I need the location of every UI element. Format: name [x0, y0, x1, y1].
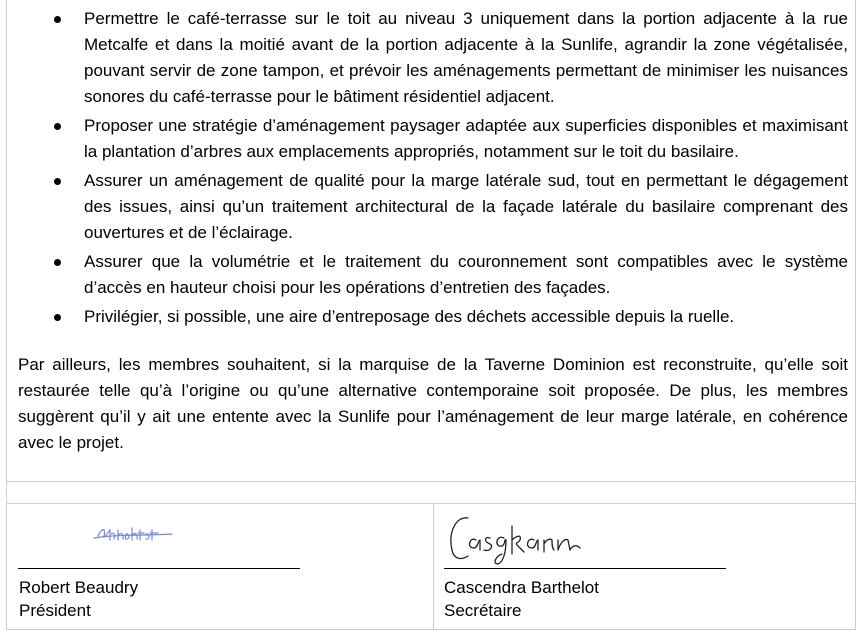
- list-item: [18, 249, 848, 301]
- signatory-title: Président: [19, 601, 91, 620]
- bullet-icon: [54, 259, 61, 266]
- bullet-icon: [54, 314, 61, 321]
- list-item-text: Permettre le café-terrasse sur le toit au niveau 3 uniquement dans la portion adjacente à la rue Metcalfe et dans la moitié avant de la portion adjacente à la Sunlife, agrandir la zone végétalisée, pouvant servir de zone tampon, et prévoir les aménagements permettant de minimiser les nuisances sonores du café-terrasse pour le bâtiment résidentiel adjacent.: [84, 9, 848, 106]
- signature-table-top: [6, 503, 856, 504]
- list-item-text: Proposer une stratégie d’aménagement paysager adaptée aux superficies disponibles et maximisant la plantation d’arbres aux emplacements appropriés, notamment sur le toit du basilaire.: [84, 116, 848, 161]
- signatory-title: Secrétaire: [444, 601, 522, 620]
- list-item: [18, 6, 848, 110]
- signature-column-divider: [433, 503, 434, 630]
- list-item-text: Privilégier, si possible, une aire d’entreposage des déchets accessible depuis la ruelle.: [84, 307, 735, 326]
- list-item: [18, 113, 848, 165]
- signatory-name: Robert Beaudry: [19, 578, 139, 597]
- signature-image-right: [446, 510, 586, 566]
- list-item-text: Assurer que la volumétrie et le traitement du couronnement sont compatibles avec le système d’accès en hauteur choisi pour les opérations d’entretien des façades.: [84, 252, 848, 297]
- signatory-right: [444, 576, 599, 622]
- signatory-left: [19, 576, 138, 622]
- signature-line-left: [18, 568, 300, 569]
- section-divider: [6, 481, 856, 482]
- signature-image-left: [92, 522, 176, 548]
- signature-line-right: [444, 568, 726, 569]
- recommendation-list: [18, 6, 848, 330]
- document-body: [18, 6, 848, 456]
- list-item-text: Assurer un aménagement de qualité pour la marge latérale sud, tout en permettant le dégagement des issues, ainsi qu’un traitement architectural de la façade latérale du basilaire comprenant des ouvertures et de l’éclairage.: [84, 171, 848, 242]
- bullet-icon: [54, 178, 61, 185]
- list-item: [18, 304, 848, 330]
- bullet-icon: [54, 16, 61, 23]
- list-item: [18, 168, 848, 246]
- bullet-icon: [54, 123, 61, 130]
- signatory-name: Cascendra Barthelot: [444, 578, 599, 597]
- closing-paragraph: Par ailleurs, les membres souhaitent, si la marquise de la Taverne Dominion est reconstruite, qu’elle soit restaurée telle qu’à l’origine ou qu’une alternative contemporaine soit proposée. De plus, les membres suggèrent qu’il y ait une entente avec la Sunlife pour l’aménagement de leur marge latérale, en cohérence avec le projet.: [18, 355, 848, 452]
